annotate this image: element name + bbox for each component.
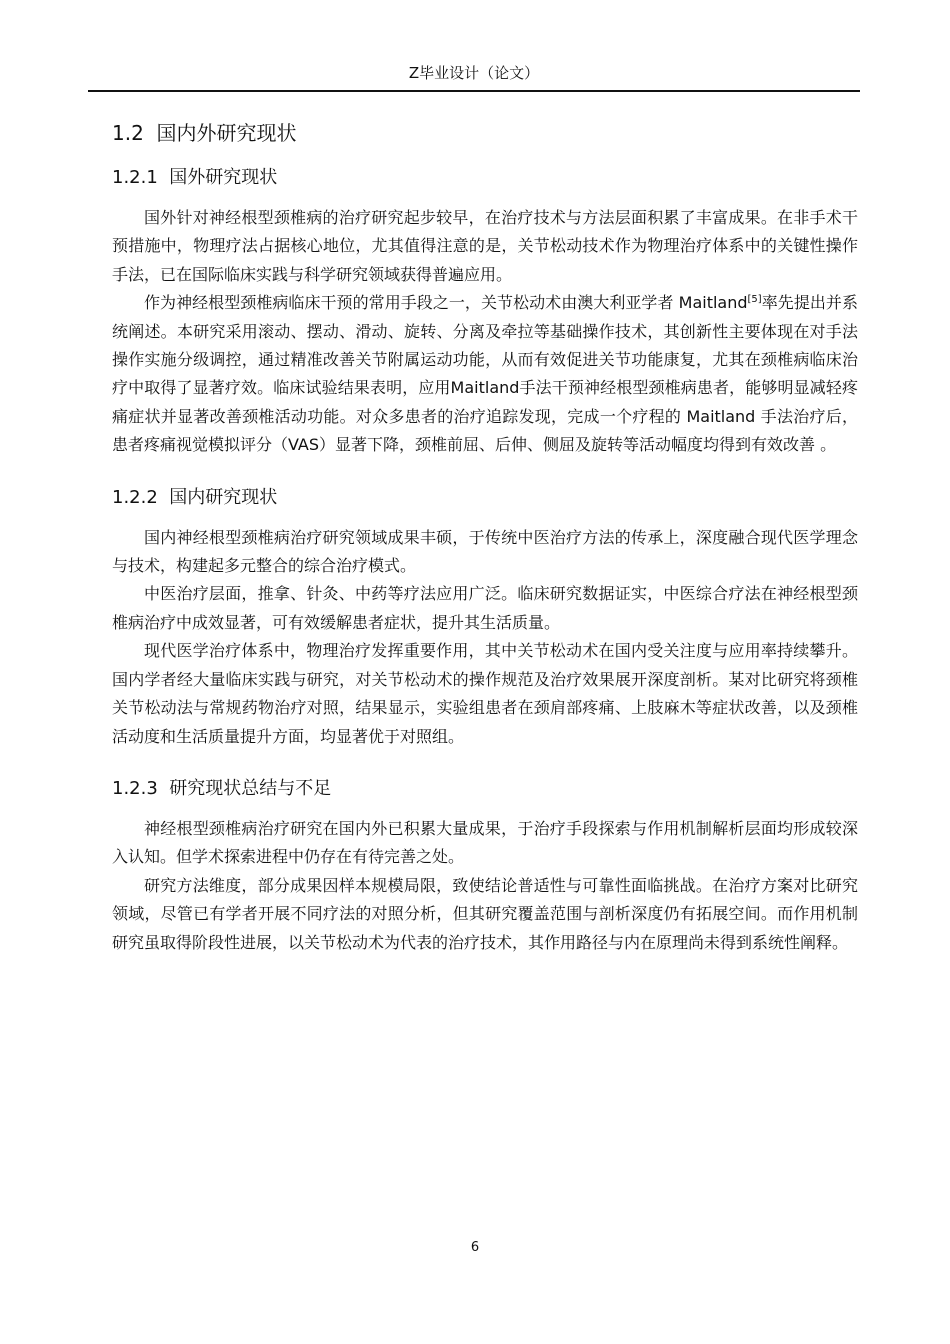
subsection-heading-foreign bbox=[112, 164, 858, 192]
subsection-number: 1.2.1 bbox=[112, 167, 158, 188]
section-title: 国内外研究现状 bbox=[156, 121, 297, 145]
subsection-number: 1.2.3 bbox=[112, 777, 158, 799]
subsection-heading-summary bbox=[112, 775, 858, 803]
paragraph: 现代医学治疗体系中，物理治疗发挥重要作用，其中关节松动术在国内受关注度与应用率持续攀升。国内学者经大量临床实践与研究，对关节松动术的操作规范及治疗效果展开深度剖析。某对比研究将颈椎关节松动法与常规药物治疗对照，结果显示，实验组患者在颈肩部疼痛、上肢麻木等症状改善，以及颈椎活动度和生活质量提升方面，均显著优于对照组。 bbox=[112, 641, 858, 746]
paragraph-text: 作为神经根型颈椎病临床干预的常用手段之一，关节松动术由澳大利亚学者 Maitland bbox=[144, 293, 748, 313]
section-heading bbox=[112, 118, 858, 148]
paragraph-with-citation bbox=[112, 289, 858, 459]
section-number: 1.2 bbox=[112, 121, 144, 145]
paragraph-text: 率先提出并系统阐述。本研究采用滚动、摆动、滑动、旋转、分离及牵拉等基础操作技术，其创新性主要体现在对手法操作实施分级调控，通过精准改善关节附属运动功能，从而有效促进关节功能康复，尤其在颈椎病临床治疗中取得了显著疗效。临床试验结果表明，应用Maitland手法干预神经根型颈椎病患者，能够明显减轻疼痛症状并显著改善颈椎活动功能。对众多患者的治疗追踪发现，完成一个疗程的 Maitland 手法治疗后，患者疼痛视觉模拟评分（VAS）显著下降，颈椎前屈、后伸、侧屈及旋转等活动幅度均得到有效改善 。 bbox=[112, 293, 858, 455]
page-header: Z毕业设计（论文） bbox=[408, 64, 540, 82]
paragraph: 中医治疗层面，推拿、针灸、中药等疗法应用广泛。临床研究数据证实，中医综合疗法在神经根型颈椎病治疗中成效显著，可有效缓解患者症状，提升其生活质量。 bbox=[112, 584, 858, 632]
paragraph: 神经根型颈椎病治疗研究在国内外已积累大量成果，于治疗手段探索与作用机制解析层面均形成较深入认知。但学术探索进程中仍存在有待完善之处。 bbox=[112, 818, 858, 867]
subsection-number: 1.2.2 bbox=[112, 486, 158, 508]
page-number: 6 bbox=[470, 1240, 480, 1255]
header-rule bbox=[88, 90, 860, 92]
subsection-heading-domestic bbox=[112, 484, 858, 512]
document-body bbox=[112, 114, 858, 957]
citation-reference: [5] bbox=[747, 294, 762, 306]
subsection-title: 国内研究现状 bbox=[169, 486, 278, 508]
subsection-title: 研究现状总结与不足 bbox=[169, 777, 332, 799]
subsection-title: 国外研究现状 bbox=[169, 167, 278, 188]
paragraph: 研究方法维度，部分成果因样本规模局限，致使结论普适性与可靠性面临挑战。在治疗方案对比研究领域，尽管已有学者开展不同疗法的对照分析，但其研究覆盖范围与剖析深度仍有拓展空间。而作用机制研究虽取得阶段性进展，以关节松动术为代表的治疗技术，其作用路径与内在原理尚未得到系统性阐释。 bbox=[112, 875, 858, 952]
paragraph: 国内神经根型颈椎病治疗研究领域成果丰硕，于传统中医治疗方法的传承上，深度融合现代医学理念与技术，构建起多元整合的综合治疗模式。 bbox=[112, 527, 858, 576]
paragraph: 国外针对神经根型颈椎病的治疗研究起步较早，在治疗技术与方法层面积累了丰富成果。在非手术干预措施中，物理疗法占据核心地位，尤其值得注意的是，关节松动技术作为物理治疗体系中的关键性操作手法，已在国际临床实践与科学研究领域获得普遍应用。 bbox=[112, 208, 858, 284]
